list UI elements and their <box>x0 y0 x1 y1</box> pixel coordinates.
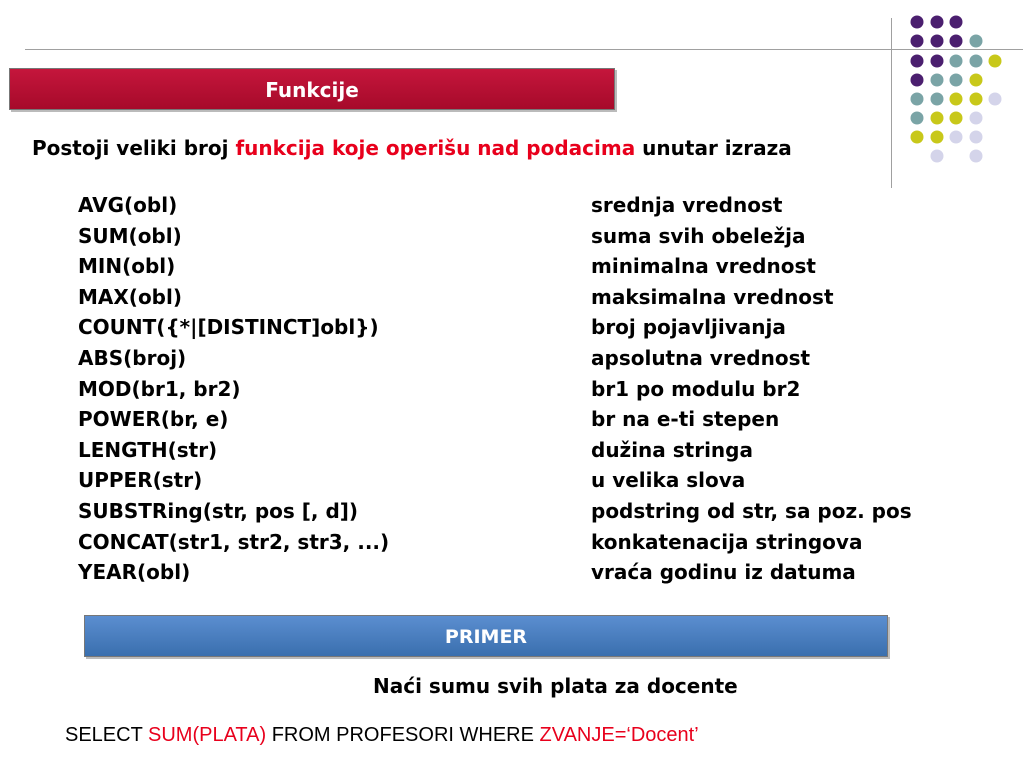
decorative-dot <box>931 150 944 163</box>
sql-condition: ZVANJE=‘Docent’ <box>539 724 699 746</box>
function-name: ABS(broj) <box>78 345 187 370</box>
decorative-dot <box>970 150 983 163</box>
function-name: MOD(br1, br2) <box>78 376 241 401</box>
decorative-dot <box>931 35 944 48</box>
function-description: br na e-ti stepen <box>591 407 780 432</box>
intro-suffix: unutar izraza <box>635 136 792 160</box>
function-description: apsolutna vrednost <box>591 345 811 370</box>
decorative-dot <box>911 35 924 48</box>
function-name: MIN(obl) <box>78 254 176 279</box>
example-banner <box>84 615 888 657</box>
decorative-dot <box>911 131 924 144</box>
function-description: minimalna vrednost <box>591 254 816 279</box>
decorative-dot <box>989 93 1002 106</box>
decorative-dot <box>970 55 983 68</box>
intro-prefix: Postoji veliki broj <box>32 136 236 160</box>
decorative-dot <box>911 16 924 29</box>
example-title: PRIMER <box>444 626 528 648</box>
function-description: suma svih obeležja <box>591 223 806 248</box>
function-name: LENGTH(str) <box>78 437 218 462</box>
decorative-dot <box>950 93 963 106</box>
function-description: u velika slova <box>591 468 746 493</box>
sql-statement <box>65 724 699 747</box>
function-description-list <box>591 190 912 588</box>
decorative-dot <box>931 55 944 68</box>
sql-aggregate: SUM(PLATA) <box>148 724 267 746</box>
top-divider-line <box>25 49 1023 50</box>
decorative-dot <box>931 131 944 144</box>
decorative-dot <box>970 74 983 87</box>
function-name: SUBSTRing(str, pos [, d]) <box>78 498 359 523</box>
function-name: UPPER(str) <box>78 468 203 493</box>
decorative-dot <box>911 112 924 125</box>
decorative-dot <box>911 55 924 68</box>
function-name: SUM(obl) <box>78 223 182 248</box>
function-description: podstring od str, sa poz. pos <box>591 498 912 523</box>
decorative-dot <box>950 74 963 87</box>
sql-from-where: FROM PROFESORI WHERE <box>266 724 540 746</box>
decorative-dot <box>931 93 944 106</box>
function-description: konkatenacija stringova <box>591 529 863 554</box>
function-description: maksimalna vrednost <box>591 284 834 309</box>
decorative-dot <box>950 35 963 48</box>
function-name: CONCAT(str1, str2, str3, ...) <box>78 529 390 554</box>
vertical-divider-line <box>891 18 892 188</box>
intro-highlight: funkcija koje operišu nad podacima <box>235 136 636 160</box>
decorative-dot <box>950 55 963 68</box>
function-description: srednja vrednost <box>591 193 783 217</box>
decorative-dot <box>931 16 944 29</box>
slide-title: Funkcije <box>265 78 359 102</box>
decorative-dot <box>931 74 944 87</box>
decorative-dot <box>989 55 1002 68</box>
function-description: dužina stringa <box>591 437 753 462</box>
decorative-dot <box>950 16 963 29</box>
decorative-dot <box>970 131 983 144</box>
decorative-dot <box>931 112 944 125</box>
intro-sentence <box>32 136 792 160</box>
decorative-dot <box>911 74 924 87</box>
decorative-dot <box>970 35 983 48</box>
decorative-dot <box>911 93 924 106</box>
function-name: POWER(br, e) <box>78 407 229 432</box>
decorative-dot <box>950 131 963 144</box>
function-name: MAX(obl) <box>78 284 182 309</box>
function-description: vraća godinu iz datuma <box>591 560 856 585</box>
decorative-dot <box>970 93 983 106</box>
function-name: AVG(obl) <box>78 193 178 217</box>
decorative-dot <box>950 112 963 125</box>
decorative-dot <box>970 112 983 125</box>
sql-select: SELECT <box>65 724 148 746</box>
function-name-list <box>78 190 389 588</box>
title-banner <box>9 68 615 110</box>
function-description: broj pojavljivanja <box>591 315 786 340</box>
function-description: br1 po modulu br2 <box>591 376 801 401</box>
example-task: Naći sumu svih plata za docente <box>373 674 738 698</box>
function-name: COUNT({*|[DISTINCT]obl}) <box>78 315 379 340</box>
function-name: YEAR(obl) <box>78 560 191 585</box>
